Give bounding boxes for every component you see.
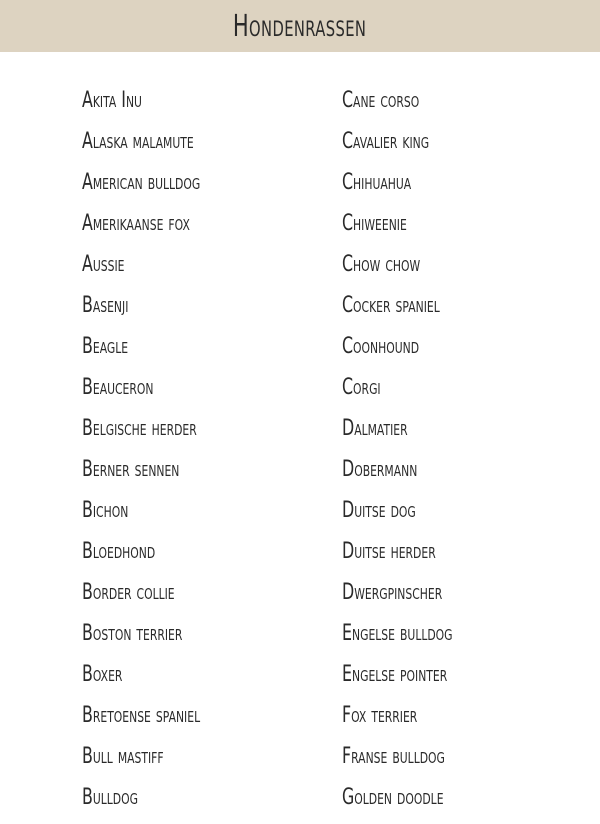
breed-item: Boxer: [82, 662, 123, 687]
breed-item: Coonhound: [342, 334, 420, 359]
breed-item: Engelse bulldog: [342, 621, 453, 646]
breed-item: Aussie: [82, 252, 125, 277]
breed-item: Chow chow: [342, 252, 421, 277]
breed-item: Duitse herder: [342, 539, 436, 564]
breed-item: Alaska malamute: [82, 129, 194, 154]
breed-item: Fox terrier: [342, 703, 418, 728]
breed-item: Boston terrier: [82, 621, 183, 646]
breed-item: Chiweenie: [342, 211, 407, 236]
breed-item: Cane corso: [342, 88, 420, 113]
page-title: Hondenrassen: [233, 8, 367, 44]
breed-item: Bichon: [82, 498, 129, 523]
breed-item: Dobermann: [342, 457, 418, 482]
breed-item: Chihuahua: [342, 170, 412, 195]
breed-item: Golden doodle: [342, 785, 444, 810]
breed-item: Basenji: [82, 293, 129, 318]
breed-item: Border collie: [82, 580, 175, 605]
breed-item: Bull mastiff: [82, 744, 164, 769]
breed-item: Cavalier king: [342, 129, 430, 154]
breed-item: Corgi: [342, 375, 381, 400]
breed-item: Akita Inu: [82, 88, 142, 113]
breed-list-right: [342, 83, 496, 821]
breed-item: Franse bulldog: [342, 744, 445, 769]
breed-item: Duitse dog: [342, 498, 416, 523]
breed-item: Dalmatier: [342, 416, 408, 441]
breed-item: Engelse pointer: [342, 662, 448, 687]
page-header: [0, 0, 600, 52]
breed-item: Belgische herder: [82, 416, 197, 441]
breed-item: Berner sennen: [82, 457, 180, 482]
breed-list-left: [82, 83, 246, 821]
breed-item: Beauceron: [82, 375, 154, 400]
breed-item: Bretoense spaniel: [82, 703, 201, 728]
breed-item: Dwergpinscher: [342, 580, 443, 605]
breed-item: American bulldog: [82, 170, 201, 195]
breed-item: Beagle: [82, 334, 129, 359]
breed-item: Cocker spaniel: [342, 293, 440, 318]
breed-item: Bulldog: [82, 785, 139, 810]
breed-item: Amerikaanse fox: [82, 211, 190, 236]
breed-item: Bloedhond: [82, 539, 156, 564]
